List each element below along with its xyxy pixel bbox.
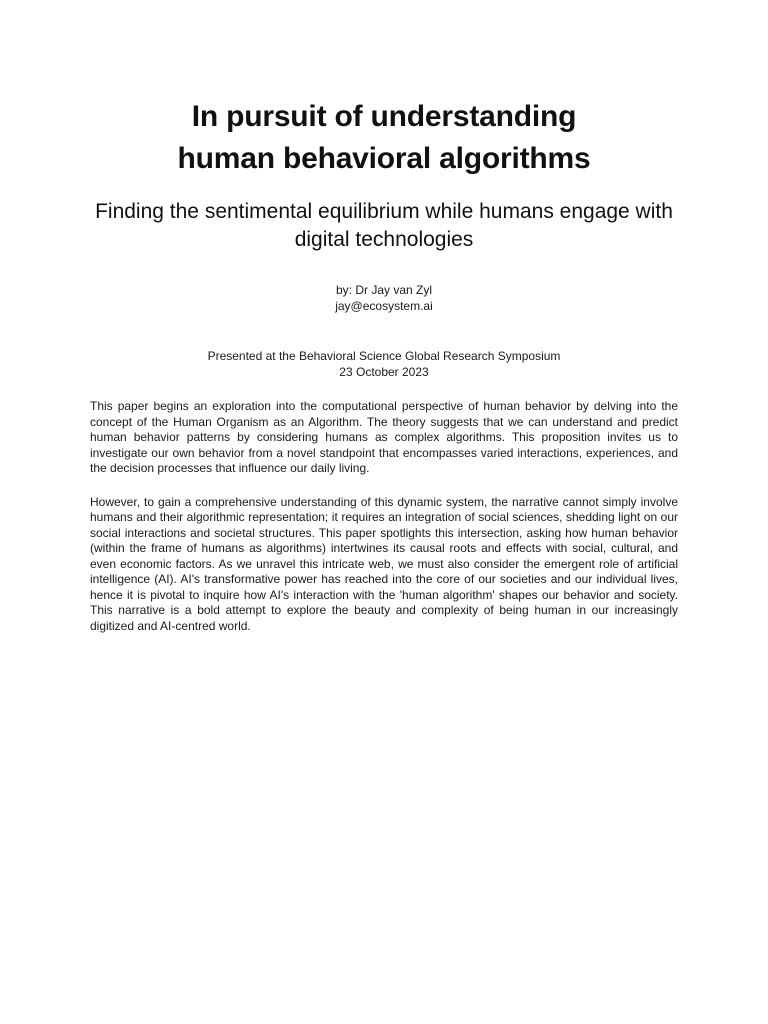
author-block [90,282,678,314]
venue: Presented at the Behavioral Science Global Research Symposium [207,349,561,363]
presentation-info [90,348,678,380]
author-email: jay@ecosystem.ai [335,299,433,313]
presentation-date: 23 October 2023 [339,365,429,379]
paper-subtitle: Finding the sentimental equilibrium while humans engage with digital technologies [95,200,673,251]
abstract [90,399,678,634]
author-name: by: Dr Jay van Zyl [335,283,433,297]
title-line-1: In pursuit of understanding [191,100,577,133]
abstract-paragraph-1: This paper begins an exploration into the computational perspective of human behavior by delving into the concept of the Human Organism as an Algorithm. The theory suggests that we can understand and predict human behavior patterns by considering humans as complex algorithms. This proposition invites us to investigate our own behavior from a novel standpoint that encompasses varied interactions, experiences, and the decision processes that influence our daily living. [90,399,678,475]
paper-title [90,0,678,180]
abstract-paragraph-2: However, to gain a comprehensive understanding of this dynamic system, the narrative cannot simply involve humans and their algorithmic representation; it requires an integration of social sciences, shedding light on our social interactions and societal structures. This paper spotlights this intersection, asking how human behavior (within the frame of humans as algorithms) intertwines its causal roots and effects with social, cultural, and even economic factors. As we unravel this intricate web, we must also consider the emergent role of artificial intelligence (AI). AI's transformative power has reached into the core of our societies and our individual lives, hence it is pivotal to inquire how AI's interaction with the 'human algorithm' shapes our behavior and society. This narrative is a bold attempt to explore the beauty and complexity of being human in our increasingly digitized and AI-centred world. [90,494,678,633]
title-line-2: human behavioral algorithms [177,142,591,175]
